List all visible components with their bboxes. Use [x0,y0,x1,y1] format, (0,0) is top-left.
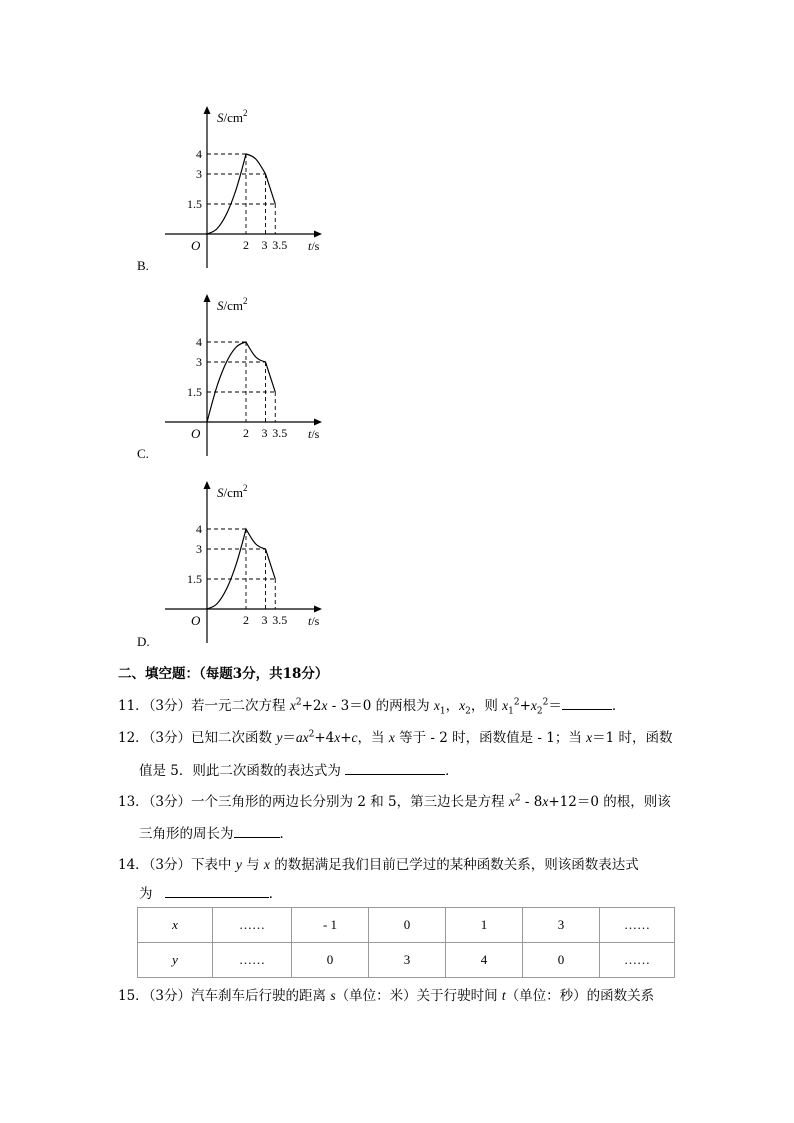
table-cell: 0 [292,943,369,978]
y-tick-label: 1.5 [187,572,202,586]
table-cell: - 1 [292,908,369,943]
y-axis-arrow [204,294,211,302]
table-cell: 4 [446,943,523,978]
y-tick-label: 1.5 [187,197,202,211]
q13-score: （3分） [148,794,192,810]
graph-option-c [150,288,340,467]
question-12-line-2: 值是 5．则此二次函数的表达式为 ． [139,760,459,781]
question-13-line-2: 三角形的周长为 ． [139,823,293,844]
y-axis-label: $S/cm^2$ [217,296,248,313]
x-tick-label: 3 [261,238,268,252]
x-tick-label: 3.5 [272,426,288,440]
x-tick-label: 2 [243,426,249,440]
x-tick-label: 3 [261,613,268,627]
y-tick-label: 4 [196,147,202,161]
question-15: 15．（3分）汽车刹车后行驶的距离 s（单位：米）关于行驶时间 t（单位：秒）的函数关系 [118,988,655,1004]
q15-score: （3分） [148,988,192,1004]
table-cell: 0 [369,908,446,943]
graph-c-svg [150,288,340,463]
x-tick-label: 2 [243,238,249,252]
table-cell: …… [213,908,292,943]
x-axis-arrow [314,419,322,426]
q14-score: （3分） [148,857,192,873]
table-cell: 0 [523,943,600,978]
area-curve [207,529,275,609]
xy-data-table [137,907,675,978]
section-title: 二、填空题：（每题3分，共18分） [118,666,329,682]
x-tick-label: 3 [261,426,268,440]
y-axis-label: $S/cm^2$ [217,483,248,500]
question-14-line-2: 为 ． [139,883,282,904]
q15-number: 15． [118,988,149,1004]
table-cell: x [138,908,213,943]
q12-number: 12． [118,730,149,746]
table-cell: …… [600,908,675,943]
q14-answer-blank[interactable] [165,883,269,898]
origin-label: O [191,238,201,253]
q12-answer-blank[interactable] [345,760,445,775]
y-axis-label: $S/cm^2$ [217,108,248,125]
y-tick-label: 1.5 [187,385,202,399]
graph-b-svg [150,100,340,275]
question-12-line-1: 12．（3分）已知二次函数 $y=ax^2+4x+c$，当 x 等于 - 2 时，函数值是 - 1；当 x＝1 时，函数 [118,729,673,746]
question-13-line-1: 13．（3分）一个三角形的两边长分别为 2 和 5，第三边长是方程 $x^2 - 8x+12=0$ 的根，则该 [118,793,671,810]
q12-score: （3分） [148,730,192,746]
q13-number: 13． [118,794,149,810]
y-tick-label: 3 [196,355,202,369]
y-tick-label: 4 [196,335,202,349]
area-curve [207,154,275,234]
area-curve [207,342,275,422]
origin-label: O [191,613,201,628]
question-11: 11．（3分）若一元二次方程 $x^2+2x - 3=0$ 的两根为 $x_1$，$x_2$，则 $x_1^2+x_2^2=$ ． [118,695,625,716]
table-cell: …… [213,943,292,978]
q13-answer-blank[interactable] [234,823,280,838]
table-row-x [138,908,675,943]
x-tick-label: 2 [243,613,249,627]
table-cell: 3 [369,943,446,978]
table-row-y [138,943,675,978]
y-tick-label: 4 [196,522,202,536]
origin-label: O [191,426,201,441]
q11-number: 11． [118,698,149,714]
y-tick-label: 3 [196,542,202,556]
x-tick-label: 3.5 [272,238,288,252]
x-axis-label: t/s [308,427,320,441]
q11-score: （3分） [148,698,192,714]
x-axis-label: t/s [308,614,320,628]
graph-option-d [150,475,340,654]
graph-option-b [150,100,340,279]
option-c-label: C. [137,446,149,461]
x-axis-arrow [314,231,322,238]
table-cell: y [138,943,213,978]
table-cell: 1 [446,908,523,943]
option-b-label: B. [137,258,149,273]
x-tick-label: 3.5 [272,613,288,627]
table-cell: …… [600,943,675,978]
q14-number: 14． [118,857,149,873]
x-axis-arrow [314,606,322,613]
graph-d-svg [150,475,340,650]
option-d-label: D. [137,634,150,649]
question-14-line-1: 14．（3分）下表中 y 与 x 的数据满足我们目前已学过的某种函数关系，则该函数表达式 [118,857,639,873]
y-axis-arrow [204,106,211,114]
table-cell: 3 [523,908,600,943]
y-axis-arrow [204,481,211,489]
y-tick-label: 3 [196,167,202,181]
x-axis-label: t/s [308,239,320,253]
q11-answer-blank[interactable] [562,695,612,710]
